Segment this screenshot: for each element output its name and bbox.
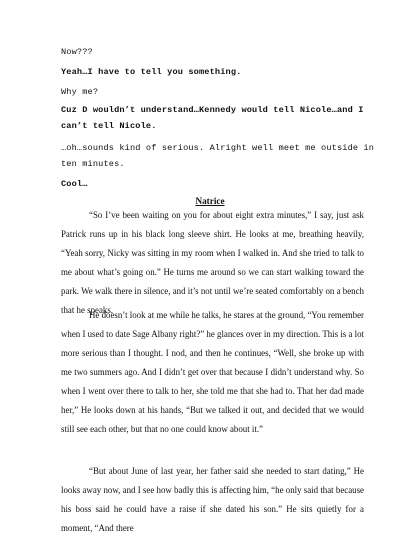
- chat-line-1: Now???: [61, 47, 93, 57]
- section-heading: Natrice: [195, 196, 225, 206]
- chat-line-6: Cool…: [61, 179, 88, 189]
- chat-line-3: Why me?: [61, 87, 99, 97]
- paragraph-1: “So I’ve been waiting on you for about eight extra minutes,” I say, just ask Patrick runs up in his black long sleeve shirt. He looks at me, breathing heavily, “Yeah sorry, Nicky was sitting in my room when I walked in. And she tried to talk to me about what’s going on.” He turns me around so we can start walking toward the park. We walk there in silence, and it’s not until we’re seated comfortably on a bench that he speaks.: [61, 210, 364, 315]
- chat-line-5: …oh…sounds kind of serious. Alright well meet me outside in ten minutes.: [61, 143, 380, 169]
- paragraph-3: “But about June of last year, her father said she needed to start dating,” He looks away now, and I see how badly this is affecting him, “he only said that because his boss said he could have a raise if she dated his son.” He sits quietly for a moment, “And there: [61, 466, 364, 533]
- chat-line-4: Cuz D wouldn’t understand…Kennedy would tell Nicole…and I can’t tell Nicole.: [61, 105, 369, 131]
- paragraph-2: He doesn’t look at me while he talks, he stares at the ground, “You remember when I used to date Sage Albany right?” he glances over in my direction. This is a lot more serious than I thought. I nod, and then he continues, “Well, she broke up with me two summers ago. And I didn’t get over that because I didn’t understand why. So when I went over there to talk to her, she told me that she had to. That her dad made her,” He looks down at his hands, “But we talked it out, and decided that we would still see each other, but that no one could know about it.”: [61, 310, 364, 434]
- chat-line-2: Yeah…I have to tell you something.: [61, 67, 242, 77]
